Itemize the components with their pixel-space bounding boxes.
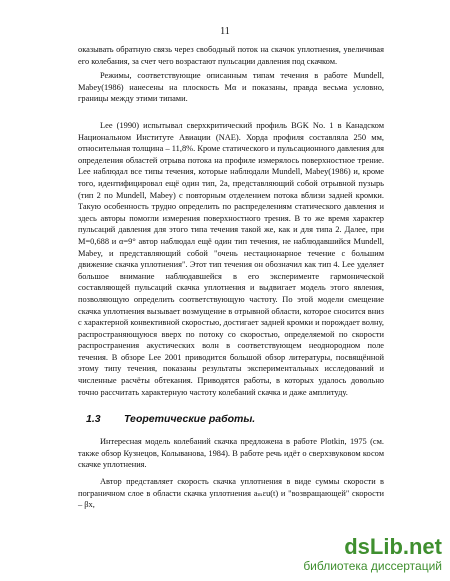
watermark-subtitle: библиотека диссертаций bbox=[303, 559, 442, 573]
paragraph-author-model bbox=[78, 476, 384, 511]
paragraph-text: Lee (1990) испытывал сверхкритический профиль BGK No. 1 в Канадском Национальном Институте Авиации (NAE). Хорда профиля составляла 250 мм, относительная толщина – 11,8%. Кроме статического и пульсационного давления для определения областей отрыва потока на профиле измерялось поверхностное трение. Lee наблюдал все типы течения, которые наблюдали Mundell, Mabey(1986) и, кроме того, идентифицировал ещё один тип, 2а, представляющий собой отрывной пузырь (тип 2 по Mundell, Mabey) с повторным отделением потока вблизи задней кромки. Такую особенность трудно определить по распределениям статического давления и здесь авторы помогли измерения поверхностного трения. В то же время характер пульсаций давления для этого типа течения такой же, как и для типа 2. Далее, при M=0,688 и α=9° автор наблюдал ещё один тип течения, не наблюдавшийся Mundell, Mabey, и представляющий собой "очень нестационарное течение с большим движение скачка уплотнения". Этот тип течения он обозначил как тип 4. Lee уделяет большое внимание наблюдавшейся в его эксперименте гармонической составляющей пульсаций скачка уплотнения и выдвигает модель этого явления, позволяющую определить соответствующую частоту. По этой модели смещение скачка уплотнения вызывает возмущение в отрывной области, которое сносится вниз с характерной конвективной скоростью, достигает задней кромки и порождает волну, распространяющуюся вверх по потоку со скоростью, определяемой по скорости распространения акустических волн в соответствующем неоднородном поле течения. В обзоре Lee 2001 приводится большой обзор литературы, посвящённой этому типу течения, показаны результаты экспериментальных исследований и численные расчёты обтекания. Приводятся работы, в которых удалось довольно точно рассчитать характерную частоту колебаний скачка и даже амплитуду. bbox=[78, 121, 384, 397]
paragraph-text: оказывать обратную связь через свободный поток на скачок уплотнения, увеличивая его колебания, за счет чего возрастают пульсации давления под скачком. bbox=[78, 45, 384, 66]
paragraph-lee bbox=[78, 120, 384, 398]
section-heading bbox=[86, 413, 386, 425]
paragraph-text: Автор представляет скорость скачка уплотнения в виде суммы скорости в пограничном слое в области скачка уплотнения aₘεu(t) и "возвращающей" скорости – βx, bbox=[78, 477, 384, 510]
paragraph-continuation bbox=[78, 44, 384, 67]
section-number: 1.3 bbox=[86, 413, 101, 425]
paragraph-regimes bbox=[78, 70, 384, 105]
watermark-logo: dsLib.net bbox=[344, 534, 442, 559]
watermark bbox=[303, 535, 442, 573]
section-title: Теоретические работы. bbox=[124, 413, 256, 425]
paragraph-text: Интересная модель колебаний скачка предложена в работе Plotkin, 1975 (см. также обзор Кузнецов, Колыванова, 1984). В работе речь идёт о сверхзвуковом косом скачке уплотнения. bbox=[78, 437, 384, 470]
paragraph-plotkin bbox=[78, 436, 384, 471]
paragraph-text: Режимы, соответствующие описанным типам течения в работе Mundell, Mabey(1986) нанесены на плоскость Mα и показаны, правда весьма условно, границы между этими типами. bbox=[78, 71, 384, 104]
page-number: 11 bbox=[220, 26, 230, 37]
